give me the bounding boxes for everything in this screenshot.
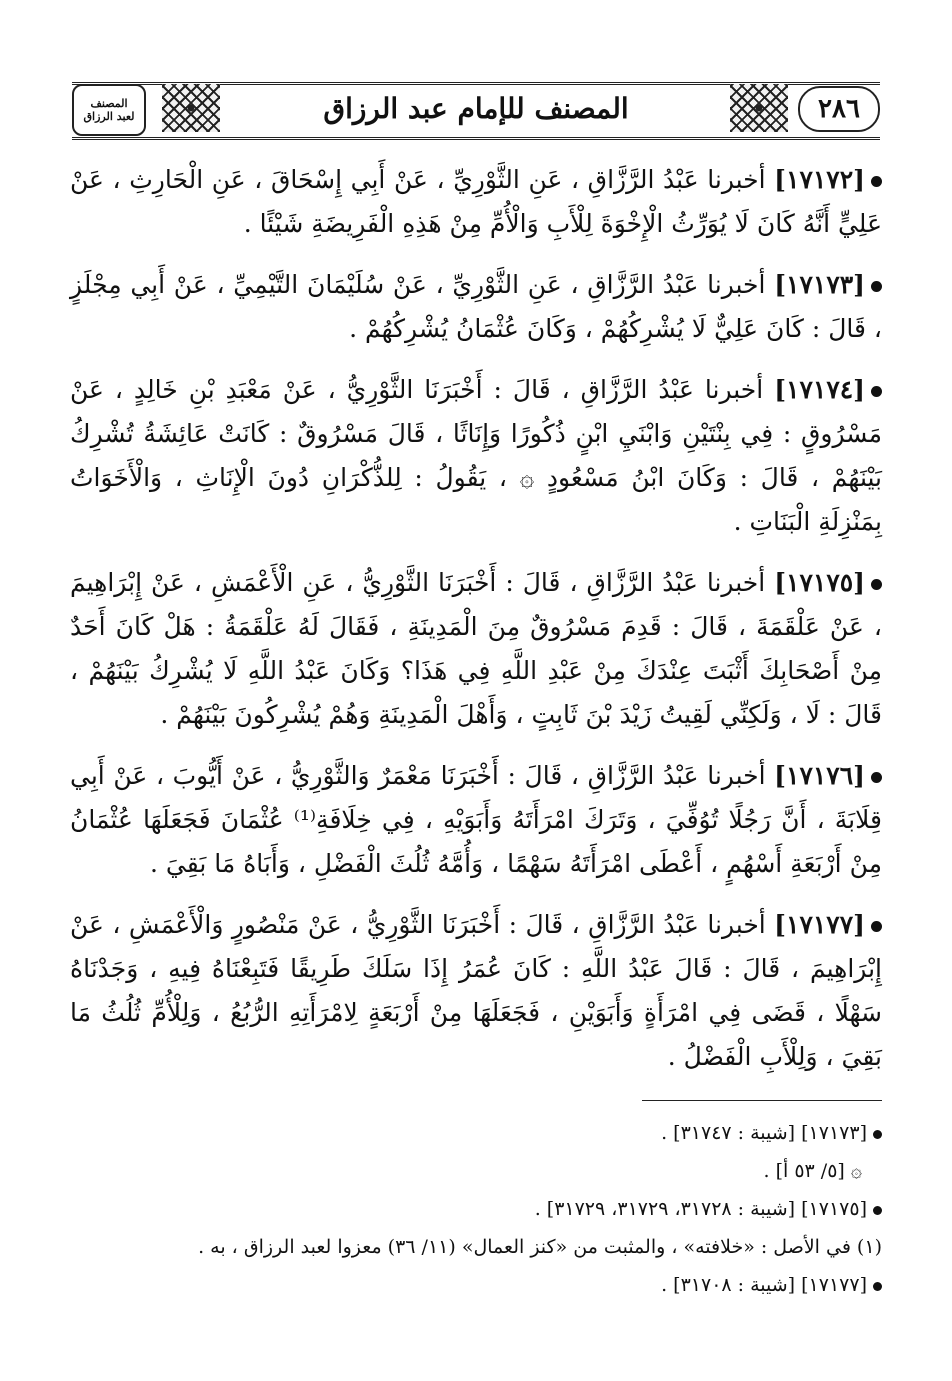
footnote-item xyxy=(70,1156,882,1186)
book-title: المصنف للإمام عبد الرزاق xyxy=(323,91,629,125)
ornament-right xyxy=(730,84,788,132)
hadith-text: أخبرنا عَبْدُ الرَّزَّاقِ ، عَنِ الثَّوْرِيِّ ، عَنْ سُلَيْمَانَ التَّيْمِيِّ ، عَنْ أَبِي مِجْلَزٍ ، قَالَ : كَانَ عَلِيٌّ لَا يُشْرِكُهُمْ ، وَكَانَ عُثْمَانُ يُشْرِكُهُمْ . xyxy=(70,270,882,343)
page-header xyxy=(72,78,880,140)
bullet-icon xyxy=(871,176,882,187)
hadith-entry xyxy=(70,903,882,1079)
hadith-entry xyxy=(70,754,882,886)
footnote-item xyxy=(70,1194,882,1224)
footnote-text: [١٧١٧٣] [شيبة : ٣١٧٤٧] . xyxy=(661,1122,867,1144)
hadith-entry xyxy=(70,158,882,246)
footnote-separator xyxy=(642,1100,882,1101)
bullet-icon xyxy=(873,1130,882,1139)
hadith-number: [١٧١٧٦] xyxy=(774,761,865,790)
hadith-number: [١٧١٧٥] xyxy=(774,568,866,597)
hadith-number: [١٧١٧٢] xyxy=(774,165,865,194)
hadith-text: أخبرنا عَبْدُ الرَّزَّاقِ ، قَالَ : أَخْبَرَنَا الثَّوْرِيُّ ، عَنْ مَعْبَدِ بْنِ خَالِدٍ ، عَنْ مَسْرُوقٍ : فِي بِنْتَيْنِ وَابْنَيِ ابْنٍ ذُكُورًا وَإِنَاثًا ، قَالَ مَسْرُوقٌ : كَانَتْ عَائِشَةُ تُشْرِكُ بَيْنَهُمْ ، قَالَ : وَكَانَ ابْنُ مَسْعُودٍ ۞ ، يَقُولُ : لِلذُّكْرَانِ دُونَ الْإِنَاثِ ، وَالْأَخَوَاتُ بِمَنْزِلَةِ الْبَنَاتِ . xyxy=(70,375,882,536)
bullet-icon xyxy=(873,1282,882,1291)
footnote-item xyxy=(70,1232,882,1262)
bullet-icon xyxy=(871,386,882,397)
footnote-text: (١) في الأصل : «خلافته» ، والمثبت من «كنز العمال» (١١/ ٣٦) معزوا لعبد الرزاق ، به . xyxy=(198,1236,882,1258)
bullet-icon xyxy=(871,281,882,292)
ornament-left xyxy=(162,84,220,132)
hadith-number: [١٧١٧٤] xyxy=(774,375,866,404)
footnote-text: [١٧١٧٥] [شيبة : ٣١٧٢٨، ٣١٧٢٩، ٣١٧٢٩] . xyxy=(534,1198,867,1220)
bullet-icon xyxy=(871,921,882,932)
book-emblem xyxy=(72,84,146,136)
bullet-icon xyxy=(871,772,882,783)
footnote-text: ۞ [٥/ ٥٣ أ] . xyxy=(763,1160,862,1182)
bullet-icon xyxy=(871,579,882,590)
hadith-text: أخبرنا عَبْدُ الرَّزَّاقِ ، قَالَ : أَخْبَرَنَا الثَّوْرِيُّ ، عَنْ مَنْصُورٍ وَالْأَعْمَشِ ، عَنْ إِبْرَاهِيمَ ، قَالَ : قَالَ عَبْدُ اللَّهِ : كَانَ عُمَرُ إِذَا سَلَكَ طَرِيقًا فَتَبِعْنَاهُ فِيهِ ، وَجَدْنَاهُ سَهْلًا ، قَضَى فِي امْرَأَةٍ وَأَبَوَيْنِ ، فَجَعَلَهَا مِنْ أَرْبَعَةٍ لِامْرَأَتِهِ الرُّبُعُ ، وَلِلْأُمِّ ثُلُثُ مَا بَقِيَ ، وَلِلْأَبِ الْفَضْلُ . xyxy=(70,910,882,1071)
footnote-item xyxy=(70,1118,882,1148)
hadith-entry xyxy=(70,263,882,351)
bullet-icon xyxy=(873,1206,882,1215)
hadith-text: أخبرنا عَبْدُ الرَّزَّاقِ ، قَالَ : أَخْبَرَنَا مَعْمَرٌ وَالثَّوْرِيُّ ، عَنْ أَيُّوبَ ، عَنْ أَبِي قِلَابَةَ ، أَنَّ رَجُلًا تُوُفِّيَ ، وَتَرَكَ امْرَأَتَهُ وَأَبَوَيْهِ ، فِي خِلَافَةِ⁽¹⁾ عُثْمَانَ فَجَعَلَهَا عُثْمَانُ مِنْ أَرْبَعَةِ أَسْهُمٍ ، أَعْطَى امْرَأَتَهُ سَهْمًا ، وَأُمَّهُ ثُلُثَ الْفَضْلِ ، وَأَبَاهُ مَا بَقِيَ . xyxy=(70,761,882,878)
hadith-number: [١٧١٧٣] xyxy=(774,270,866,299)
hadith-entry xyxy=(70,561,882,737)
footnotes xyxy=(70,1118,882,1308)
footnote-item xyxy=(70,1270,882,1300)
hadith-text: أخبرنا عَبْدُ الرَّزَّاقِ ، عَنِ الثَّوْرِيِّ ، عَنْ أَبِي إِسْحَاقَ ، عَنِ الْحَارِثِ ، عَنْ عَلِيٍّ أَنَّهُ كَانَ لَا يُوَرِّثُ الْإِخْوَةَ لِلْأَبِ وَالْأُمِّ مِنْ هَذِهِ الْفَرِيضَةِ شَيْئًا . xyxy=(70,165,882,238)
emblem-line-1: المصنف xyxy=(90,97,128,110)
main-text xyxy=(70,158,882,1096)
footnote-text: [١٧١٧٧] [شيبة : ٣١٧٠٨] . xyxy=(661,1274,867,1296)
hadith-number: [١٧١٧٧] xyxy=(774,910,865,939)
page-number: ٢٨٦ xyxy=(798,86,880,132)
hadith-entry xyxy=(70,368,882,544)
hadith-text: أخبرنا عَبْدُ الرَّزَّاقِ ، قَالَ : أَخْبَرَنَا الثَّوْرِيُّ ، عَنِ الْأَعْمَشِ ، عَنْ إِبْرَاهِيمَ ، عَنْ عَلْقَمَةَ ، قَالَ : قَدِمَ مَسْرُوقٌ مِنَ الْمَدِينَةِ ، فَقَالَ لَهُ عَلْقَمَةُ : هَلْ كَانَ أَحَدٌ مِنْ أَصْحَابِكَ أَثْبَتَ عِنْدَكَ مِنْ عَبْدِ اللَّهِ فِي هَذَا؟ وَكَانَ عَبْدُ اللَّهِ لَا يُشْرِكُ بَيْنَهُمْ ، قَالَ : لَا ، وَلَكِنِّي لَقِيتُ زَيْدَ بْنَ ثَابِتٍ ، وَأَهْلَ الْمَدِينَةِ وَهُمْ يُشْرِكُونَ بَيْنَهُمْ . xyxy=(70,568,882,729)
emblem-line-2: لعبد الرزاق xyxy=(83,110,135,123)
